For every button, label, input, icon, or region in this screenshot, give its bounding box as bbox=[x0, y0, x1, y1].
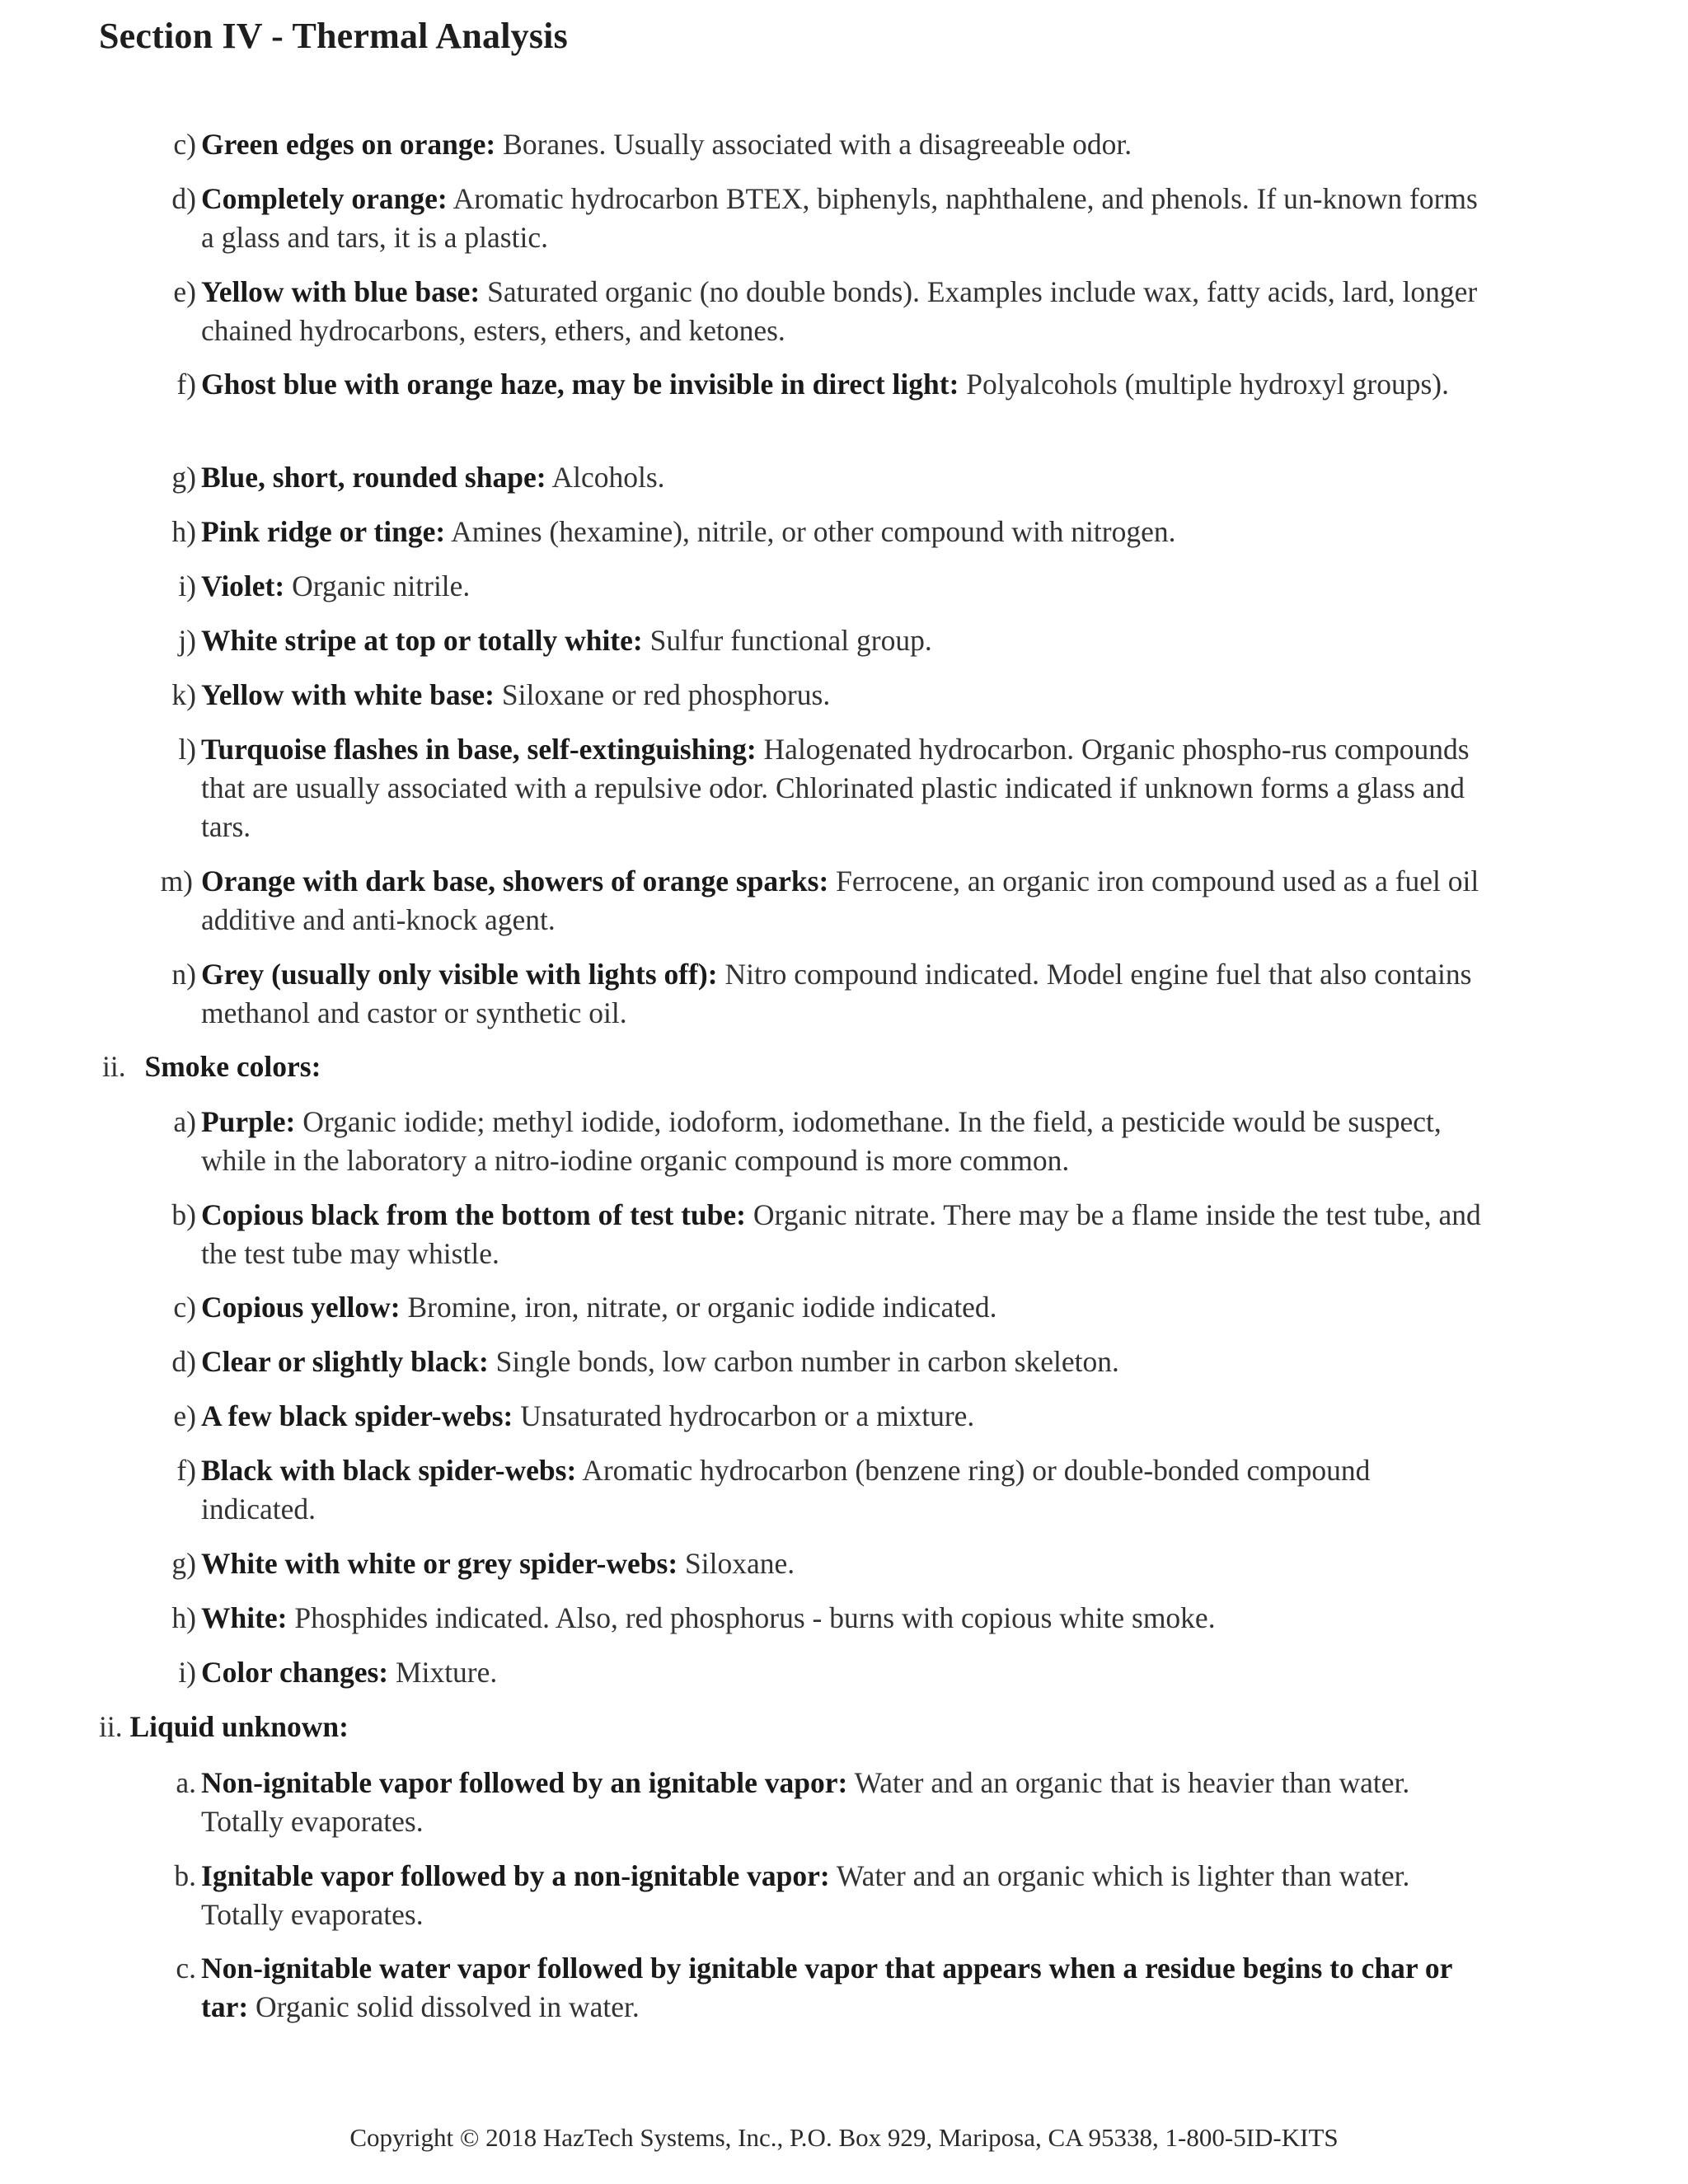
list-item bbox=[160, 862, 1487, 940]
item-label: Non-ignitable vapor followed by an ignitable vapor: bbox=[201, 1766, 848, 1799]
item-label: Clear or slightly black: bbox=[201, 1345, 489, 1378]
list-marker: e) bbox=[173, 275, 196, 308]
list-marker: n) bbox=[171, 958, 196, 991]
section-title: Smoke colors: bbox=[144, 1050, 321, 1083]
item-text: Unsaturated hydrocarbon or a mixture. bbox=[513, 1399, 975, 1432]
item-text: Alcohols. bbox=[546, 461, 665, 494]
list-marker: c. bbox=[176, 1952, 196, 1985]
item-text: Ferrocene, an organic iron compound used as a fuel oil additive and anti-knock agent. bbox=[201, 865, 1479, 936]
item-text: Boranes. Usually associated with a disagreeable odor. bbox=[495, 128, 1132, 161]
list-item bbox=[174, 1857, 1487, 1934]
list-marker: a) bbox=[173, 1105, 196, 1138]
list-item bbox=[176, 1451, 1487, 1529]
list-item bbox=[178, 567, 1487, 606]
item-text: Water and an organic that is heavier than water. Totally evaporates. bbox=[201, 1766, 1410, 1838]
list-item bbox=[171, 1196, 1487, 1273]
item-text: Organic solid dissolved in water. bbox=[248, 1990, 640, 2023]
list-marker: g) bbox=[171, 461, 196, 494]
list-item bbox=[176, 1764, 1487, 1841]
item-label: Green edges on orange: bbox=[201, 128, 496, 161]
list-item bbox=[171, 1343, 1487, 1381]
list-marker: l) bbox=[178, 733, 196, 766]
section-number: ii. bbox=[99, 1710, 123, 1743]
section-heading-smoke bbox=[102, 1047, 321, 1086]
list-marker: m) bbox=[160, 865, 193, 898]
list-item bbox=[173, 1397, 1487, 1436]
item-text: Saturated organic (no double bonds). Examples include wax, fatty acids, lard, longer chained hydrocarbons, esters, ethers, and ketones. bbox=[201, 275, 1478, 347]
item-label: Turquoise flashes in base, self-extinguishing: bbox=[201, 733, 757, 766]
item-text: Organic nitrate. There may be a flame inside the test tube, and the test tube may whistle. bbox=[201, 1198, 1481, 1270]
list-marker: f) bbox=[176, 368, 196, 401]
item-label: Yellow with white base: bbox=[201, 678, 495, 711]
item-label: White: bbox=[201, 1601, 288, 1634]
item-text: Phosphides indicated. Also, red phosphorus - burns with copious white smoke. bbox=[287, 1601, 1216, 1634]
list-marker: d) bbox=[171, 1345, 196, 1378]
list-marker: c) bbox=[173, 1291, 196, 1324]
item-label: A few black spider-webs: bbox=[201, 1399, 513, 1432]
item-label: Color changes: bbox=[201, 1656, 389, 1689]
list-item bbox=[171, 955, 1487, 1033]
list-item bbox=[178, 621, 1487, 660]
item-text: Water and an organic which is lighter than water. Totally evaporates. bbox=[201, 1859, 1410, 1931]
list-marker: c) bbox=[173, 128, 196, 161]
item-label: Ghost blue with orange haze, may be invisible in direct light: bbox=[201, 368, 959, 401]
item-label: Violet: bbox=[201, 569, 285, 602]
section-number: ii. bbox=[102, 1050, 126, 1083]
item-text: Amines (hexamine), nitrile, or other compound with nitrogen. bbox=[445, 515, 1176, 548]
list-marker: f) bbox=[176, 1454, 196, 1487]
copyright-footer: Copyright © 2018 HazTech Systems, Inc., P.O. Box 929, Mariposa, CA 95338, 1-800-5ID-KITS bbox=[349, 2123, 1339, 2152]
item-text: Organic iodide; methyl iodide, iodoform, iodomethane. In the field, a pesticide would be suspect, while in the laboratory a nitro-iodine organic compound is more common. bbox=[201, 1105, 1442, 1177]
item-label: White stripe at top or totally white: bbox=[201, 624, 643, 657]
list-item bbox=[171, 1599, 1487, 1638]
list-item bbox=[173, 1103, 1487, 1180]
list-marker: h) bbox=[171, 1601, 196, 1634]
item-label: Yellow with blue base: bbox=[201, 275, 481, 308]
item-text: Mixture. bbox=[388, 1656, 498, 1689]
list-marker: a. bbox=[176, 1766, 196, 1799]
item-text: Bromine, iron, nitrate, or organic iodide indicated. bbox=[400, 1291, 997, 1324]
item-label: Copious black from the bottom of test tube: bbox=[201, 1198, 746, 1231]
list-item bbox=[171, 180, 1487, 257]
page-title: Section IV - Thermal Analysis bbox=[99, 16, 568, 56]
item-label: Completely orange: bbox=[201, 182, 448, 215]
item-label: Copious yellow: bbox=[201, 1291, 401, 1324]
item-text: Sulfur functional group. bbox=[642, 624, 932, 657]
list-item bbox=[178, 730, 1487, 846]
list-marker: b) bbox=[171, 1198, 196, 1231]
item-text: Single bonds, low carbon number in carbon skeleton. bbox=[488, 1345, 1119, 1378]
list-item bbox=[171, 458, 1487, 497]
list-marker: i) bbox=[178, 1656, 196, 1689]
section-title: Liquid unknown: bbox=[129, 1710, 349, 1743]
item-label: Non-ignitable water vapor followed by ignitable vapor that appears when a residue begins to char or tar: bbox=[201, 1952, 1452, 2023]
item-text: Halogenated hydrocarbon. Organic phospho-rus compounds that are usually associated with a repulsive odor. Chlorinated plastic indicated if unknown forms a glass and tars. bbox=[201, 733, 1470, 843]
list-marker: i) bbox=[178, 569, 196, 602]
list-marker: b. bbox=[174, 1859, 196, 1892]
item-label: White with white or grey spider-webs: bbox=[201, 1547, 678, 1580]
item-label: Black with black spider-webs: bbox=[201, 1454, 577, 1487]
list-item bbox=[171, 1544, 1487, 1583]
item-label: Ignitable vapor followed by a non-ignitable vapor: bbox=[201, 1859, 830, 1892]
item-label: Pink ridge or tinge: bbox=[201, 515, 446, 548]
item-text: Aromatic hydrocarbon BTEX, biphenyls, naphthalene, and phenols. If un-known forms a glass and tars, it is a plastic. bbox=[201, 182, 1478, 254]
list-item bbox=[176, 365, 1487, 404]
item-text: Polyalcohols (multiple hydroxyl groups). bbox=[959, 368, 1449, 401]
list-marker: d) bbox=[171, 182, 196, 215]
item-label: Purple: bbox=[201, 1105, 296, 1138]
list-item bbox=[171, 676, 1487, 715]
section-heading-liquid bbox=[99, 1708, 349, 1746]
list-item bbox=[173, 273, 1487, 350]
item-text: Siloxane. bbox=[678, 1547, 795, 1580]
list-item bbox=[173, 125, 1487, 164]
list-marker: h) bbox=[171, 515, 196, 548]
item-text: Siloxane or red phosphorus. bbox=[494, 678, 831, 711]
item-text: Organic nitrile. bbox=[284, 569, 471, 602]
list-marker: j) bbox=[178, 624, 196, 657]
item-label: Blue, short, rounded shape: bbox=[201, 461, 546, 494]
item-label: Orange with dark base, showers of orange sparks: bbox=[201, 865, 829, 898]
item-text: Aromatic hydrocarbon (benzene ring) or double-bonded compound indicated. bbox=[201, 1454, 1371, 1526]
list-item bbox=[178, 1653, 1487, 1692]
list-item bbox=[171, 513, 1487, 551]
list-marker: k) bbox=[171, 678, 196, 711]
list-marker: e) bbox=[173, 1399, 196, 1432]
list-item bbox=[176, 1949, 1487, 2027]
list-marker: g) bbox=[171, 1547, 196, 1580]
list-item bbox=[173, 1288, 1487, 1327]
item-text: Nitro compound indicated. Model engine fuel that also contains methanol and castor or synthetic oil. bbox=[201, 958, 1472, 1029]
item-label: Grey (usually only visible with lights off): bbox=[201, 958, 718, 991]
